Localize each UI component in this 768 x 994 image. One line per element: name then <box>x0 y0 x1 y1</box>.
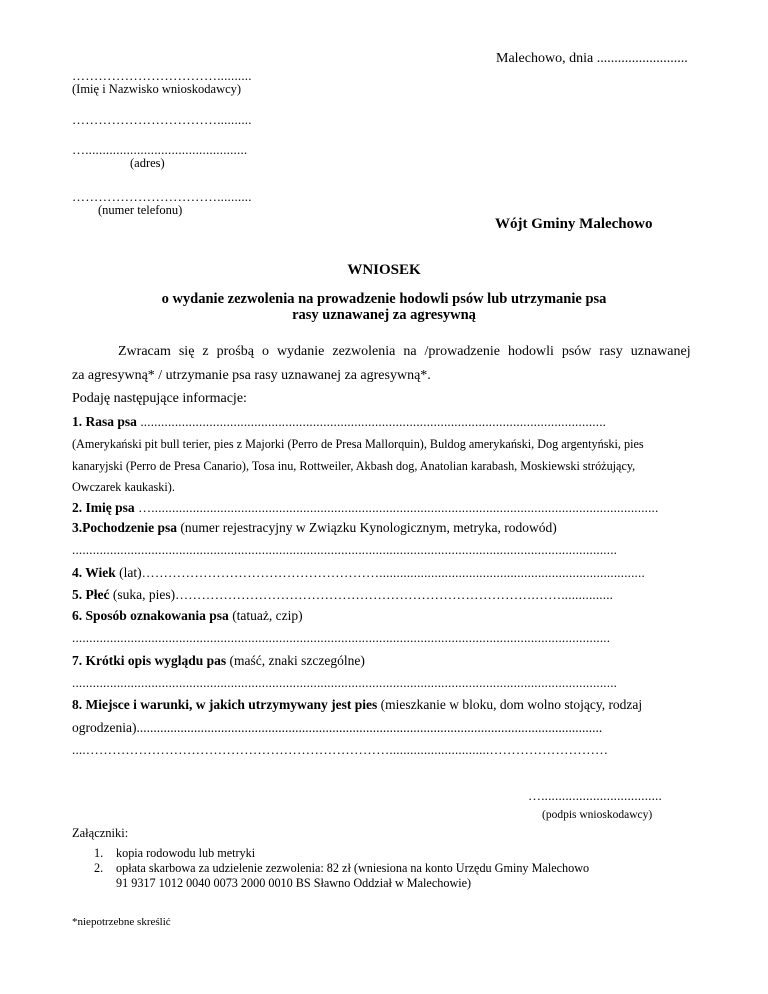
document-title: WNIOSEK <box>347 262 421 278</box>
field-age-note: (lat) <box>115 565 142 580</box>
field-dog-name[interactable] <box>72 500 658 516</box>
field-sex-note: (suka, pies) <box>109 587 176 602</box>
field-dog-name-label: 2. Imię psa <box>72 500 135 515</box>
attachment-item <box>94 861 589 876</box>
field-appearance-dots[interactable]: .............................................................................................................................................................. <box>72 675 618 690</box>
recipient: Wójt Gminy Malechowo <box>495 216 653 232</box>
field-housing-note: (mieszkanie w bloku, dom wolno stojący, rodzaj <box>377 697 643 712</box>
field-age[interactable] <box>72 565 645 581</box>
name-field[interactable]: …………………………….......... <box>72 68 252 83</box>
field-age-dots[interactable]: ………………………………………………............................................................................. <box>141 565 645 580</box>
attachment-item <box>94 876 589 891</box>
field-sex-label: 5. Płeć <box>72 587 110 602</box>
field-appearance <box>72 653 365 669</box>
field-appearance-label: 7. Krótki opis wyglądu pas <box>72 653 227 668</box>
field-age-label: 4. Wiek <box>72 565 116 580</box>
footnote: *niepotrzebne skreślić <box>72 916 171 928</box>
field-marking-note: (tatuaż, czip) <box>228 608 303 623</box>
attachment-item-num: 1. <box>94 846 104 860</box>
place-date: Malechowo, dnia .......................... <box>496 51 688 66</box>
field-marking-dots[interactable]: ............................................................................................................................................................ <box>72 630 611 645</box>
attachment-item-text: kopia rodowodu lub metryki <box>116 846 256 860</box>
field-marking-label: 6. Sposób oznakowania psa <box>72 608 229 623</box>
intro-line3: Podaję następujące informacje: <box>72 391 247 406</box>
attachment-item-text: 91 9317 1012 0040 0073 2000 0010 BS Sławno Oddział w Malechowie) <box>116 876 472 890</box>
field-breed-label: 1. Rasa psa <box>72 414 137 429</box>
attachment-item <box>94 846 589 861</box>
document-subtitle-line1: o wydanie zezwolenia na prowadzenie hodowli psów lub utrzymanie psa <box>161 291 607 307</box>
field-origin <box>72 520 557 536</box>
breed-note-line2: kanaryjski (Perro de Presa Canario), Tosa inu, Rottweiler, Akbash dog, Anatolian karabash, Moskiewski stróżujący, <box>72 459 636 473</box>
attachment-item-num: 2. <box>94 861 104 875</box>
address-field-1[interactable]: …………………………….......... <box>72 112 252 127</box>
breed-note-line1: (Amerykański pit bull terier, pies z Majorki (Perro de Presa Mallorquin), Buldog amerykański, Dog argentyński, pies <box>72 437 644 451</box>
field-breed[interactable] <box>72 414 606 430</box>
document-subtitle-line2: rasy uznawanej za agresywną <box>292 307 476 323</box>
field-housing-label: 8. Miejsce i warunki, w jakich utrzymywany jest pies <box>72 697 378 712</box>
phone-field[interactable]: …………………………….......... <box>72 189 252 204</box>
signature-label: (podpis wnioskodawcy) <box>542 809 653 821</box>
attachments-list <box>94 846 589 891</box>
field-dog-name-dots[interactable]: …................................................................................................................................................... <box>134 500 659 515</box>
field-appearance-note: (maść, znaki szczególne) <box>226 653 365 668</box>
intro-line1: Zwracam się z prośbą o wydanie zezwolenia na /prowadzenie hodowli psów rasy uznawanej <box>118 344 691 359</box>
attachment-item-text: opłata skarbowa za udzielenie zezwolenia: 82 zł (wniesiona na konto Urzędu Gminy Malechowo <box>116 861 590 875</box>
field-origin-dots[interactable]: .............................................................................................................................................................. <box>72 542 618 557</box>
signature-field[interactable]: …................................... <box>528 788 662 803</box>
phone-label: (numer telefonu) <box>98 203 183 217</box>
field-sex-dots[interactable]: ……………………………………………………………………….……............... <box>175 587 614 602</box>
name-label: (Imię i Nazwisko wnioskodawcy) <box>72 82 242 96</box>
field-breed-dots[interactable]: ....................................................................................................................................... <box>136 414 607 429</box>
field-sex[interactable] <box>72 587 613 603</box>
field-origin-label: 3.Pochodzenie psa <box>72 520 178 535</box>
address-label: (adres) <box>130 156 165 170</box>
field-housing <box>72 697 642 713</box>
intro-line2: za agresywną* / utrzymanie psa rasy uznawanej za agresywną*. <box>72 368 431 383</box>
attachments-title: Załączniki: <box>72 826 129 840</box>
address-field-2[interactable]: …............................................... <box>72 142 248 157</box>
field-housing-line2[interactable]: ogrodzenia).......................................................................................................................................... <box>72 720 603 735</box>
breed-note-line3: Owczarek kaukaski). <box>72 480 175 494</box>
field-marking <box>72 608 303 624</box>
field-origin-note: (numer rejestracyjny w Związku Kynologicznym, metryka, rodowód) <box>177 520 557 535</box>
field-housing-dots[interactable]: ....…………………………………………………………….............................……………………… <box>72 742 609 757</box>
